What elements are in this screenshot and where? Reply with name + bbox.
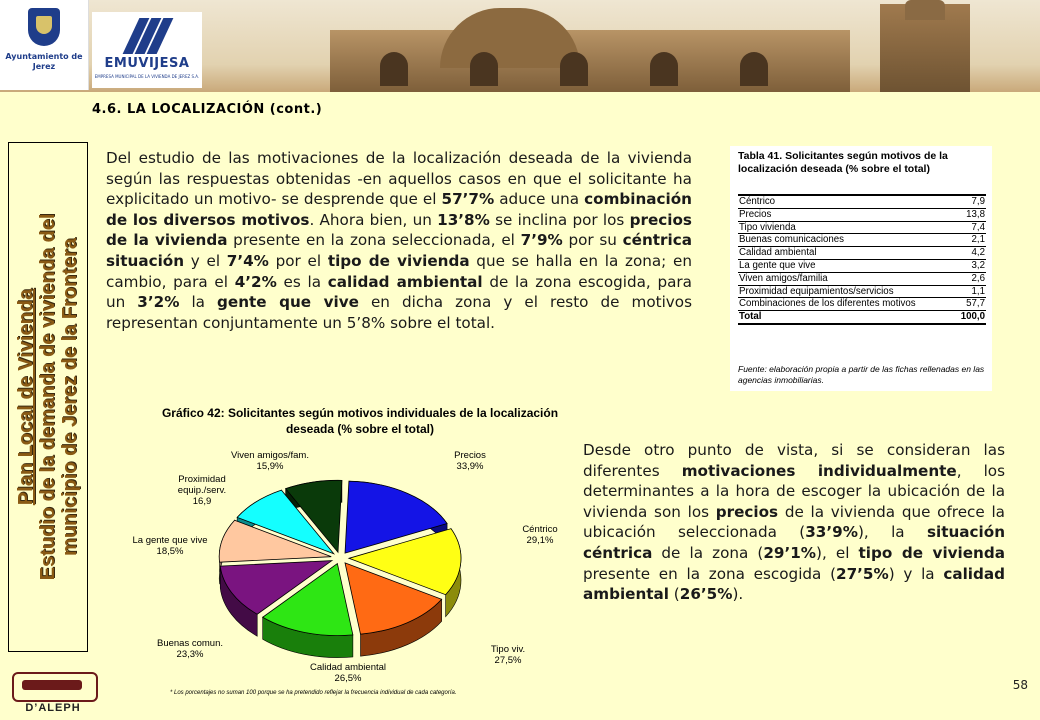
table-cell-label: Combinaciones de los diferentes motivos — [739, 298, 916, 310]
emuvijesa-logo-text: EMUVIJESA — [104, 56, 190, 71]
section-title: 4.6. LA LOCALIZACIÓN (cont.) — [92, 102, 323, 117]
cathedral-facade — [330, 30, 850, 92]
table-row — [738, 247, 986, 260]
table-row — [738, 298, 986, 311]
page-number: 58 — [1012, 678, 1028, 692]
intro-paragraph: Del estudio de las motivaciones de la localización deseada de la vivienda según las respuestas obtenidas -en aquellos casos en que el solicitante ha explicitado un motivo- se desprende que el 57’7% aduce una combinación de los diversos motivos. Ahora bien, un 13’8% se inclina por los precios de la vivienda presente en la zona seleccionada, el 7’9% por su céntrica situación y el 7’4% por el tipo de vivienda que se halla en la zona; en cambio, para el 4’2% es la calidad ambiental de la zona escogida, para un 3’2% la gente que vive en dicha zona y el resto de motivos representan conjuntamente un 5’8% sobre el total. — [106, 149, 692, 332]
pie-label: La gente que vive 18,5% — [132, 535, 208, 557]
pie-label: Viven amigos/fam. 15,9% — [231, 450, 309, 472]
table-cell-value: 100,0 — [960, 311, 985, 323]
table-row — [738, 196, 986, 209]
side-title-line2: Estudio de la demanda de vivienda del — [37, 213, 59, 581]
table-cell-value: 1,1 — [971, 285, 985, 297]
cathedral-tower-top — [905, 0, 945, 20]
table-cell-label: Céntrico — [739, 196, 776, 207]
chart-note: * Los porcentajes no suman 100 porque se ha pretendido reflejar la frecuencia individual de cada categoría. — [170, 690, 457, 696]
pie-label: Calidad ambiental 26,5% — [309, 662, 387, 684]
emuvijesa-logo-subtext: EMPRESA MUNICIPAL DE LA VIVIENDA DE JEREZ S.A. — [94, 74, 200, 79]
emuvijesa-mark-icon — [127, 18, 161, 54]
table-cell-label: La gente que vive — [739, 259, 816, 271]
pie-label: Tipo viv. 27,5% — [490, 644, 526, 666]
cathedral-arch — [560, 52, 588, 86]
table-cell-label: Precios — [739, 208, 772, 220]
table-row — [738, 286, 986, 299]
side-title-line1: Plan Local de Vivienda — [15, 288, 37, 506]
cathedral-arch — [650, 52, 678, 86]
pie-chart — [110, 440, 580, 690]
cathedral-arch — [470, 52, 498, 86]
table-row — [738, 260, 986, 273]
table-row — [738, 222, 986, 235]
table-cell-label: Calidad ambiental — [739, 247, 817, 259]
table-title: Tabla 41. Solicitantes según motivos de la localización deseada (% sobre el total) — [738, 150, 948, 175]
table-cell-value: 4,2 — [971, 247, 985, 259]
table-row — [738, 311, 986, 323]
ayuntamiento-logo-text: Ayuntamiento de Jerez — [5, 52, 83, 71]
chart-title: Gráfico 42: Solicitantes según motivos individuales de la localización deseada (% sobre el total) — [161, 406, 559, 436]
table-row — [738, 273, 986, 286]
second-paragraph: Desde otro punto de vista, si se consideran las diferentes motivaciones individualmente, los determinantes a la hora de escoger la ubicación de la vivienda son los precios de la vivienda que ofrece la ubicación seleccionada (33’9%), la situación céntrica de la zona (29’1%), el tipo de vivienda presente en la zona escogida (27’5%) y la calidad ambiental (26’5%). — [583, 441, 1006, 604]
pie-label: Precios 33,9% — [454, 450, 486, 472]
table-cell-value: 2,1 — [971, 234, 985, 246]
table-cell-label: Buenas comunicaciones — [739, 234, 845, 246]
shield-icon — [28, 8, 60, 46]
table-cell-value: 7,9 — [971, 196, 985, 207]
header-banner — [0, 0, 1040, 92]
cathedral-arch — [740, 52, 768, 86]
table-source: Fuente: elaboración propia a partir de las fichas rellenadas en las agencias inmobiliarias. — [738, 364, 985, 385]
table-cell-value: 57,7 — [966, 298, 985, 310]
side-title-panel — [8, 142, 88, 652]
motives-table — [730, 146, 992, 391]
side-title — [15, 147, 81, 647]
table-cell-value: 2,6 — [971, 272, 985, 284]
cathedral-arch — [380, 52, 408, 86]
table-body — [738, 194, 986, 325]
daleph-logo-mark — [22, 680, 82, 690]
side-title-line3: municipio de Jerez de la Frontera — [59, 238, 81, 556]
table-cell-label: Tipo vivienda — [739, 221, 796, 233]
table-cell-value: 7,4 — [971, 221, 985, 233]
pie-label: Buenas comun. 23,3% — [156, 638, 224, 660]
emuvijesa-logo — [92, 12, 202, 88]
daleph-logo-text: D’ALEPH — [25, 702, 81, 714]
daleph-logo — [8, 670, 98, 716]
pie-label: Céntrico 29,1% — [522, 524, 558, 546]
table-cell-label: Viven amigos/familia — [739, 272, 828, 284]
table-cell-value: 3,2 — [971, 259, 985, 271]
table-cell-label: Proximidad equipamientos/servicios — [739, 285, 894, 297]
table-cell-value: 13,8 — [966, 208, 985, 220]
pie-label: Proximidad equip./serv. 16,9 — [177, 474, 227, 507]
table-row — [738, 209, 986, 222]
table-row — [738, 234, 986, 247]
table-cell-label: Total — [739, 311, 762, 323]
ayuntamiento-logo — [0, 0, 89, 90]
